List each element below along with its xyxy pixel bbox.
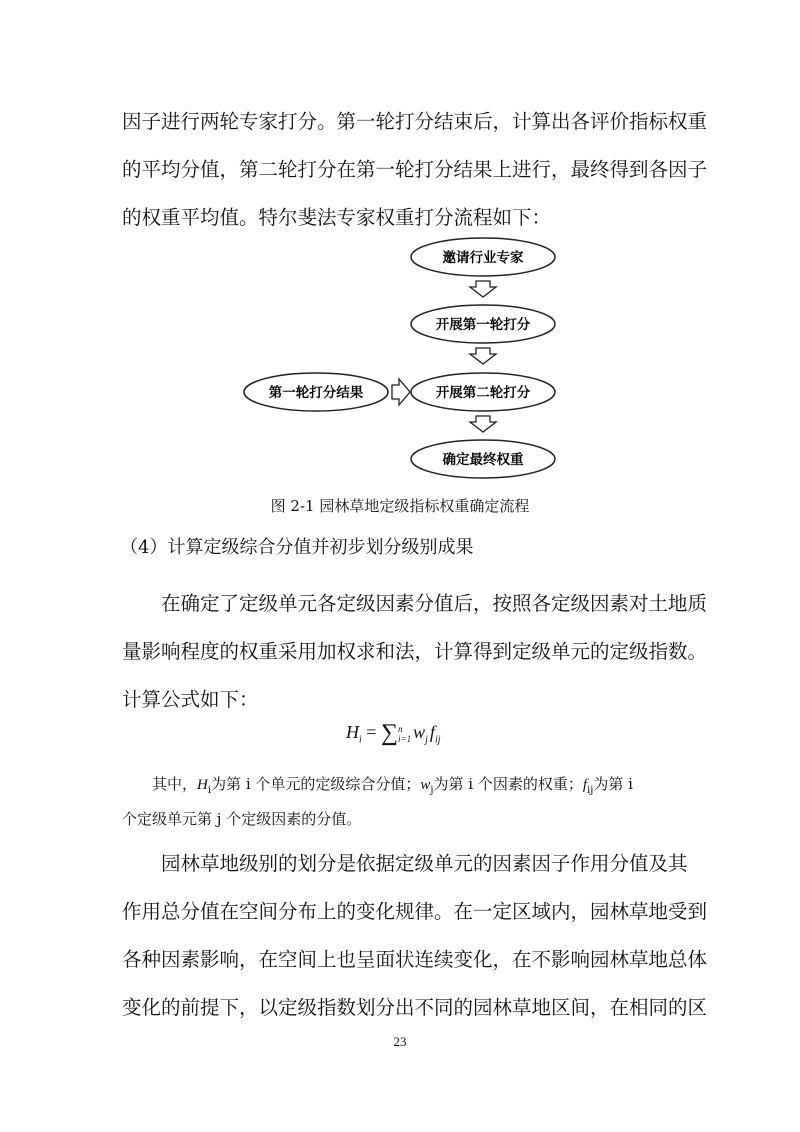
text-line (122, 770, 682, 805)
note-text: 为第 i 个单元的定级综合分值； (211, 775, 421, 793)
text-line: 变化的前提下，以定级指数划分出不同的园林草地区间，在相同的区 (122, 996, 708, 1019)
flow-node-round2 (411, 373, 555, 411)
text-line: 的平均分值，第二轮打分在第一轮打分结果上进行，最终得到各因子 (122, 158, 708, 181)
formula-lhs: H (346, 722, 359, 742)
figure-caption: 图 2-1 园林草地定级指标权重确定流程 (270, 497, 530, 515)
flow-node-label: 邀请行业专家 (442, 250, 524, 266)
flowchart (236, 232, 576, 492)
formula-w-sub: j (425, 734, 428, 746)
text-line: 计算公式如下： (122, 688, 259, 711)
note-var-f: f (582, 777, 588, 793)
section-subheading: （4）计算定级综合分值并初步划分级别成果 (120, 537, 474, 558)
flowchart-svg (236, 232, 576, 492)
formula-equals: = (366, 722, 377, 742)
page-number: 23 (393, 1034, 407, 1049)
formula-sum-lower: i=1 (398, 733, 412, 744)
text-line: 因子进行两轮专家打分。第一轮打分结束后，计算出各评价指标权重 (122, 110, 708, 133)
formula-f: f (429, 722, 435, 742)
flow-node-label: 第一轮打分结果 (268, 385, 364, 401)
text-line: 量影响程度的权重采用加权求和法，计算得到定级单元的定级指数。 (122, 640, 708, 663)
note-prefix: 其中， (152, 775, 198, 793)
text-line: 个定级单元第 j 个定级因素的分值。 (122, 810, 362, 828)
flow-node-round1-result (244, 373, 388, 411)
note-var-w: w (420, 777, 431, 793)
flow-node-final (411, 440, 555, 478)
paragraph-grading (122, 840, 708, 1032)
text-line: 各种因素影响，在空间上也呈面状连续变化，在不影响园林草地总体 (122, 948, 708, 971)
down-arrow-icon (470, 281, 496, 297)
formula-lhs-sub: i (359, 734, 362, 746)
formula (346, 718, 441, 758)
flow-node-round1 (411, 305, 555, 343)
down-arrow-icon (470, 416, 496, 432)
note-var-f-sub: ij (587, 785, 594, 796)
flow-node-invite (411, 238, 555, 276)
note-var-h-sub: i (207, 785, 212, 796)
note-var-h: H (197, 777, 208, 793)
note-text: 为第 i 个因素的权重； (433, 775, 583, 793)
formula-note (122, 770, 682, 833)
paragraph-intro (122, 98, 708, 242)
flow-node-label: 确定最终权重 (442, 452, 524, 468)
paragraph-method (122, 580, 708, 724)
text-line: 作用总分值在空间分布上的变化规律。在一定区域内，园林草地受到 (122, 900, 708, 923)
note-text: 为第 i (593, 775, 633, 793)
formula-f-sub: ij (434, 734, 441, 746)
flow-node-label: 开展第二轮打分 (435, 385, 531, 401)
text-line: 在确定了定级单元各定级因素分值后，按照各定级因素对土地质 (161, 592, 708, 615)
formula-sum-upper: n (398, 723, 403, 734)
text-line: 的权重平均值。特尔斐法专家权重打分流程如下： (122, 206, 552, 229)
text-line: 园林草地级别的划分是依据定级单元的因素因子作用分值及其 (161, 852, 688, 875)
down-arrow-icon (470, 348, 496, 364)
flow-node-label: 开展第一轮打分 (435, 317, 531, 333)
formula-w: w (413, 722, 426, 742)
right-arrow-icon (392, 379, 410, 405)
note-var-w-sub: j (430, 785, 434, 796)
formula-sum: ∑ (380, 720, 399, 746)
